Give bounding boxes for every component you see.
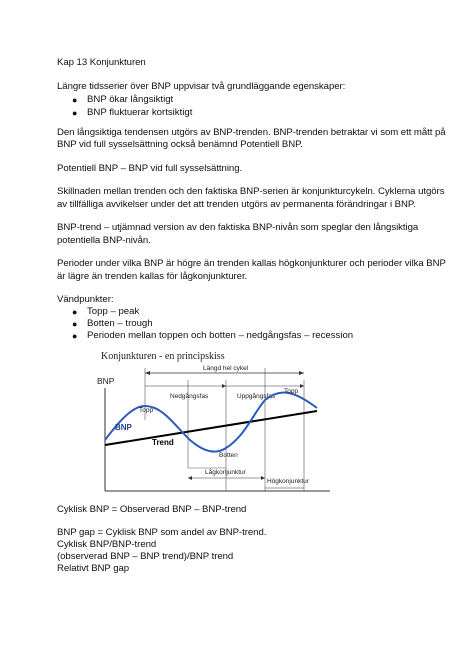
- relative-gdp-gap: Relativt BNP gap: [57, 563, 130, 574]
- cyclical-gdp-definition: Cyklisk BNP = Observerad BNP – BNP-trend: [57, 504, 247, 515]
- arrow-head-icon: [145, 371, 150, 375]
- trough-label: Botten: [219, 452, 238, 459]
- bullet-icon: ●: [72, 319, 78, 329]
- cycle-paragraph-line: av tillfälliga avvikelser under det att trenden utgörs av permanenta förändringar i BNP.: [57, 199, 416, 210]
- high-conjuncture-label: Högkonjunktur: [267, 478, 309, 485]
- arrow-head-icon: [222, 384, 226, 388]
- potential-gdp-text: Potentiell BNP – BNP vid full sysselsättning.: [57, 163, 243, 174]
- bullet-icon: ●: [72, 307, 78, 317]
- trend-line: [105, 411, 317, 445]
- business-cycle-figure: [95, 348, 335, 498]
- downturn-label: Nedgångsfas: [170, 393, 209, 400]
- arrow-head-icon: [300, 384, 304, 388]
- low-conjuncture-label: Lågkonjunktur: [205, 469, 246, 476]
- arrow-head-icon: [261, 476, 265, 480]
- gdp-gap-definition: BNP gap = Cyklisk BNP som andel av BNP-trend.: [57, 527, 267, 538]
- trend-paragraph-line: BNP vid full sysselsättning också benämnd Potentiell BNP.: [57, 139, 303, 150]
- peak-label: Topp: [139, 407, 154, 414]
- trend-paragraph-line: Den långsiktiga tendensen utgörs av BNP-trenden. BNP-trenden betraktar vi som ett mått på: [57, 127, 446, 138]
- gdp-gap-formula: (observerad BNP – BNP trend)/BNP trend: [57, 551, 234, 562]
- periods-paragraph-line: Perioder under vilka BNP är högre än trenden kallas högkonjunkturer och perioder vilka BNP: [57, 258, 446, 269]
- bullet-icon: ●: [72, 95, 78, 105]
- gdp-gap-formula: Cyklisk BNP/BNP-trend: [57, 539, 157, 550]
- peak-label: Topp: [284, 388, 299, 395]
- bullet-icon: ●: [72, 108, 78, 118]
- arrow-head-icon: [188, 476, 192, 480]
- document-page: Kap 13 Konjunkturen Längre tidsserier över BNP uppvisar två grundläggande egenskaper: ● BNP ökar långsiktigt ● BNP fluktuerar kortsiktigt Den långsiktiga tendensen utgörs av BNP-trenden. BNP-trenden betraktar vi som ett mått på BNP vid full sysselsättning också benämnd Potentiell BNP. Potentiell BNP – BNP vid full sysselsättning. Skillnaden mellan trenden och den faktiska BNP-serien är konjunkturcykeln. Cyklerna utgörs av tillfälliga avvikelser under det att trenden utgörs av permanenta förändringar i BNP. BNP-trend – utjämnad version av den faktiska BNP-nivån som speglar den långsiktiga potentiella BNP-nivån. Perioder under vilka BNP är högre än trenden kallas högkonjunkturer och perioder vilka BNP är lägre än trenden kallas för lågkonjunkturer. Vändpunkter: ● Topp – peak ● Botten – trough ● Perioden mellan toppen och botten – nedgångsfas – recession Konjunkturen - en principskiss BNP Längd hel cykel Nedgångsfas Uppgångsfas Lågkonjunktur Högkonjunktur Trend BNP Topp Topp Botten Cyklisk BNP = Observerad BNP – BNP-trend BNP gap = Cyklisk BNP som andel av BNP-trend. Cyklisk BNP/BNP-trend (observerad BNP – BNP trend)/BNP trend Relativt BNP gap: [57, 57, 446, 574]
- cycle-paragraph-line: Skillnaden mellan trenden och den faktiska BNP-serien är konjunkturcykeln. Cyklerna utgörs: [57, 186, 445, 197]
- periods-paragraph-line: är lägre än trenden kallas för lågkonjunkturer.: [57, 271, 248, 282]
- bnp-curve: [105, 392, 317, 451]
- intro-text: Längre tidsserier över BNP uppvisar två grundläggande egenskaper:: [57, 81, 346, 92]
- y-axis-label: BNP: [97, 376, 115, 386]
- bullet-icon: ●: [72, 331, 78, 341]
- business-cycle-diagram: [95, 348, 335, 498]
- bnp-label: BNP: [115, 423, 132, 432]
- trend-definition-line: potentiella BNP-nivån.: [57, 235, 151, 246]
- trend-label: Trend: [152, 438, 174, 447]
- trend-definition-line: BNP-trend – utjämnad version av den faktiska BNP-nivån som speglar den långsiktiga: [57, 222, 419, 233]
- arrow-head-icon: [299, 371, 304, 375]
- upturn-label: Uppgångsfas: [237, 393, 276, 400]
- turning-points-heading: Vändpunkter:: [57, 294, 114, 305]
- document-heading: Kap 13 Konjunkturen: [57, 57, 146, 68]
- cycle-length-label: Längd hel cykel: [203, 365, 249, 372]
- figure-title: Konjunkturen - en principskiss: [101, 351, 225, 362]
